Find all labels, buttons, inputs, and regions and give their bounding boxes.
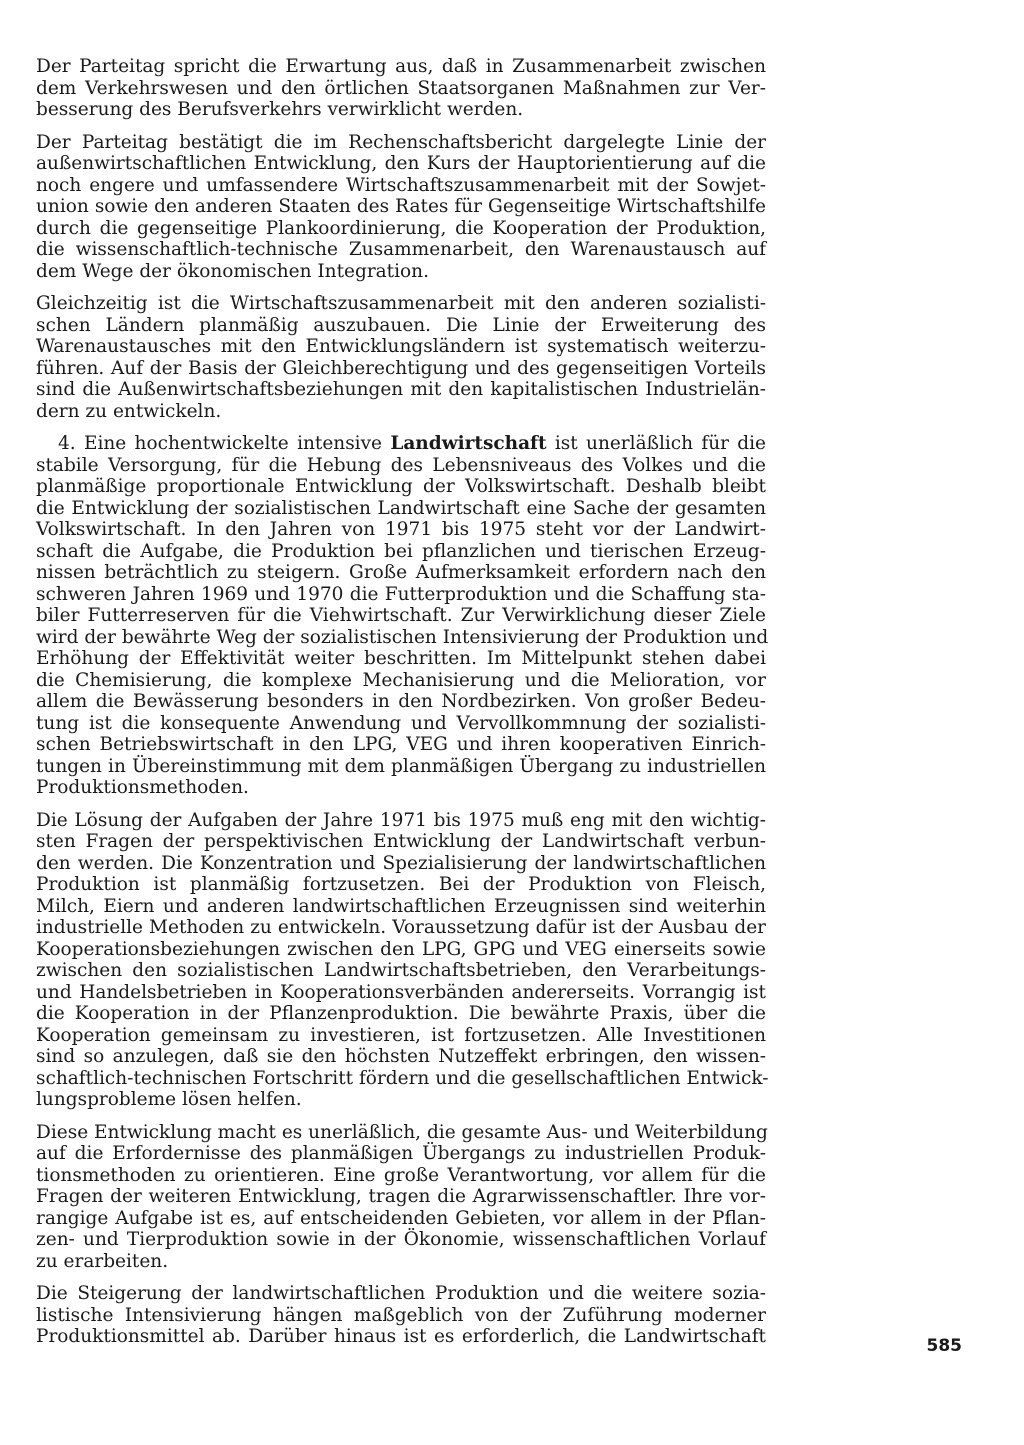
text-line: schen Betriebswirtschaft in den LPG, VEG und ihren kooperativen Einrich- — [36, 734, 766, 755]
text-line: die Kooperation in der Pflanzenproduktion. Die bewährte Praxis, über die — [36, 1003, 766, 1024]
text-line: dem Wege der ökonomischen Integration. — [36, 260, 429, 282]
text-line: zwischen den sozialistischen Landwirtschaftsbetrieben, den Verarbeitungs- — [36, 960, 766, 981]
text-line: Erhöhung der Effektivität weiter beschritten. Im Mittelpunkt stehen dabei — [36, 648, 766, 669]
text-line: zen- und Tierproduktion sowie in der Ökonomie, wissenschaftlichen Vorlauf — [36, 1229, 766, 1250]
text-line: listische Intensivierung hängen maßgeblich von der Zuführung moderner — [36, 1304, 766, 1326]
text-line: nissen beträchtlich zu steigern. Große Aufmerksamkeit erfordern nach den — [36, 562, 766, 583]
text-line: Die Lösung der Aufgaben der Jahre 1971 bis 1975 muß eng mit den wichtig- — [36, 809, 766, 831]
text-line: schen Ländern planmäßig auszubauen. Die Linie der Erweiterung des — [36, 314, 766, 336]
section-intro-text: 4. Eine hochentwickelte intensive — [58, 433, 391, 454]
paragraph-education — [36, 1122, 766, 1273]
text-line: biler Futterreserven für die Viehwirtschaft. Zur Verwirklichung dieser Ziele — [36, 605, 766, 626]
text-line: Produktionsmethoden. — [36, 777, 249, 798]
text-line: schweren Jahren 1969 und 1970 die Futterproduktion und die Schaffung sta- — [36, 583, 766, 605]
text-line: außenwirtschaftlichen Entwicklung, den Kurs der Hauptorientierung auf die — [36, 153, 766, 174]
section-keyword: Landwirtschaft — [390, 433, 547, 454]
text-line-numbered — [36, 433, 766, 455]
text-line: schaft die Aufgabe, die Produktion bei pflanzlichen und tierischen Erzeug- — [36, 540, 766, 562]
text-line: noch engere und umfassendere Wirtschaftszusammenarbeit mit der Sowjet- — [36, 174, 766, 196]
text-line: sind die Außenwirtschaftsbeziehungen mit den kapitalistischen Industrielän- — [36, 379, 766, 400]
text-line: stabile Versorgung, für die Hebung des Lebensniveaus des Volkes und die — [36, 454, 766, 476]
text-line: führen. Auf der Basis der Gleichberechtigung und des gegenseitigen Vorteils — [36, 357, 766, 379]
text-line: wird der bewährte Weg der sozialistischen Intensivierung der Produktion und — [36, 626, 769, 648]
text-line: Fragen der weiteren Entwicklung, tragen die Agrarwissenschaftler. Ihre vor- — [36, 1186, 766, 1207]
page-number: 585 — [926, 1336, 962, 1356]
text-line: dern zu entwickeln. — [36, 400, 222, 422]
text-line: Die Steigerung der landwirtschaftlichen Produktion und die weitere sozia- — [36, 1283, 766, 1304]
text-line: tung ist die konsequente Anwendung und Vervollkommnung der sozialisti- — [36, 712, 766, 734]
document-body — [36, 56, 769, 1359]
text-line: und Handelsbetrieben in Kooperationsverbänden andererseits. Vorrangig ist — [36, 981, 766, 1003]
paragraph-agriculture — [36, 433, 769, 799]
text-line: Der Parteitag bestätigt die im Rechenschaftsbericht dargelegte Linie der — [36, 131, 766, 153]
text-line: Produktion ist planmäßig fortzusetzen. Bei der Produktion von Fleisch, — [36, 874, 766, 895]
text-line: auf die Erfordernisse des planmäßigen Übergangs zu industriellen Produk- — [36, 1143, 766, 1164]
text-line: tionsmethoden zu orientieren. Eine große Verantwortung, vor allem für die — [36, 1164, 766, 1186]
text-line: Kooperation gemeinsam zu investieren, ist fortzusetzen. Alle Investitionen — [36, 1024, 766, 1046]
text-line: rangige Aufgabe ist es, auf entscheidenden Gebieten, vor allem in der Pflan- — [36, 1207, 766, 1229]
paragraph-traffic — [36, 56, 766, 121]
paragraph-foreign-trade — [36, 132, 766, 283]
text-line: Milch, Eiern und anderen landwirtschaftlichen Erzeugnissen sind weiterhin — [36, 895, 766, 917]
text-line: schaftlich-technischen Fortschritt fördern und die gesellschaftlichen Entwick- — [36, 1067, 769, 1089]
text-line: den werden. Die Konzentration und Spezialisierung der landwirtschaftlichen — [36, 852, 766, 874]
text-line: sind so anzulegen, daß sie den höchsten Nutzeffekt erbringen, den wissen- — [36, 1046, 766, 1067]
text-line: industrielle Methoden zu entwickeln. Voraussetzung dafür ist der Ausbau der — [36, 917, 766, 938]
paragraph-tasks-1971-1975 — [36, 809, 769, 1111]
text-line: die Entwicklung der sozialistischen Landwirtschaft eine Sache der gesamten — [36, 497, 766, 519]
text-line: Warenaustausches mit den Entwicklungsländern ist systematisch weiterzu- — [36, 336, 766, 357]
text-line: Gleichzeitig ist die Wirtschaftszusammenarbeit mit den anderen sozialisti- — [36, 293, 766, 314]
text-line: zu erarbeiten. — [36, 1250, 169, 1272]
text-line: planmäßige proportionale Entwicklung der Volkswirtschaft. Deshalb bleibt — [36, 476, 766, 497]
text-line: dem Verkehrswesen und den örtlichen Staatsorganen Maßnahmen zur Ver- — [36, 77, 766, 99]
text-line: die wissenschaftlich-technische Zusammenarbeit, den Warenaustausch auf — [36, 239, 766, 260]
text-line: union sowie den anderen Staaten des Rates für Gegenseitige Wirtschaftshilfe — [36, 196, 766, 217]
text-line: Volkswirtschaft. In den Jahren von 1971 bis 1975 steht vor der Landwirt- — [36, 519, 766, 540]
paragraph-socialist-cooperation — [36, 293, 766, 422]
text-line: allem die Bewässerung besonders in den Nordbezirken. Von großer Bedeu- — [36, 691, 766, 712]
text-line: sten Fragen der perspektivischen Entwicklung der Landwirtschaft verbun- — [36, 831, 766, 852]
text-line: Produktionsmittel ab. Darüber hinaus ist es erforderlich, die Landwirtschaft — [36, 1326, 766, 1347]
text-line: durch die gegenseitige Plankoordinierung, die Kooperation der Produktion, — [36, 217, 766, 239]
text-line: Diese Entwicklung macht es unerläßlich, die gesamte Aus- und Weiterbildung — [36, 1121, 768, 1143]
text-line: lungsprobleme lösen helfen. — [36, 1089, 302, 1110]
text-line: die Chemisierung, die komplexe Mechanisierung und die Melioration, vor — [36, 669, 766, 691]
text-line: Der Parteitag spricht die Erwartung aus, daß in Zusammenarbeit zwischen — [36, 56, 766, 77]
text-line: tungen in Übereinstimmung mit dem planmäßigen Übergang zu industriellen — [36, 755, 766, 777]
text-line: Kooperationsbeziehungen zwischen den LPG, GPG und VEG einerseits sowie — [36, 938, 766, 960]
paragraph-production-means — [36, 1283, 766, 1348]
section-intro-suffix: ist unerläßlich für die — [546, 433, 766, 454]
text-line: besserung des Berufsverkehrs verwirklicht werden. — [36, 99, 524, 120]
